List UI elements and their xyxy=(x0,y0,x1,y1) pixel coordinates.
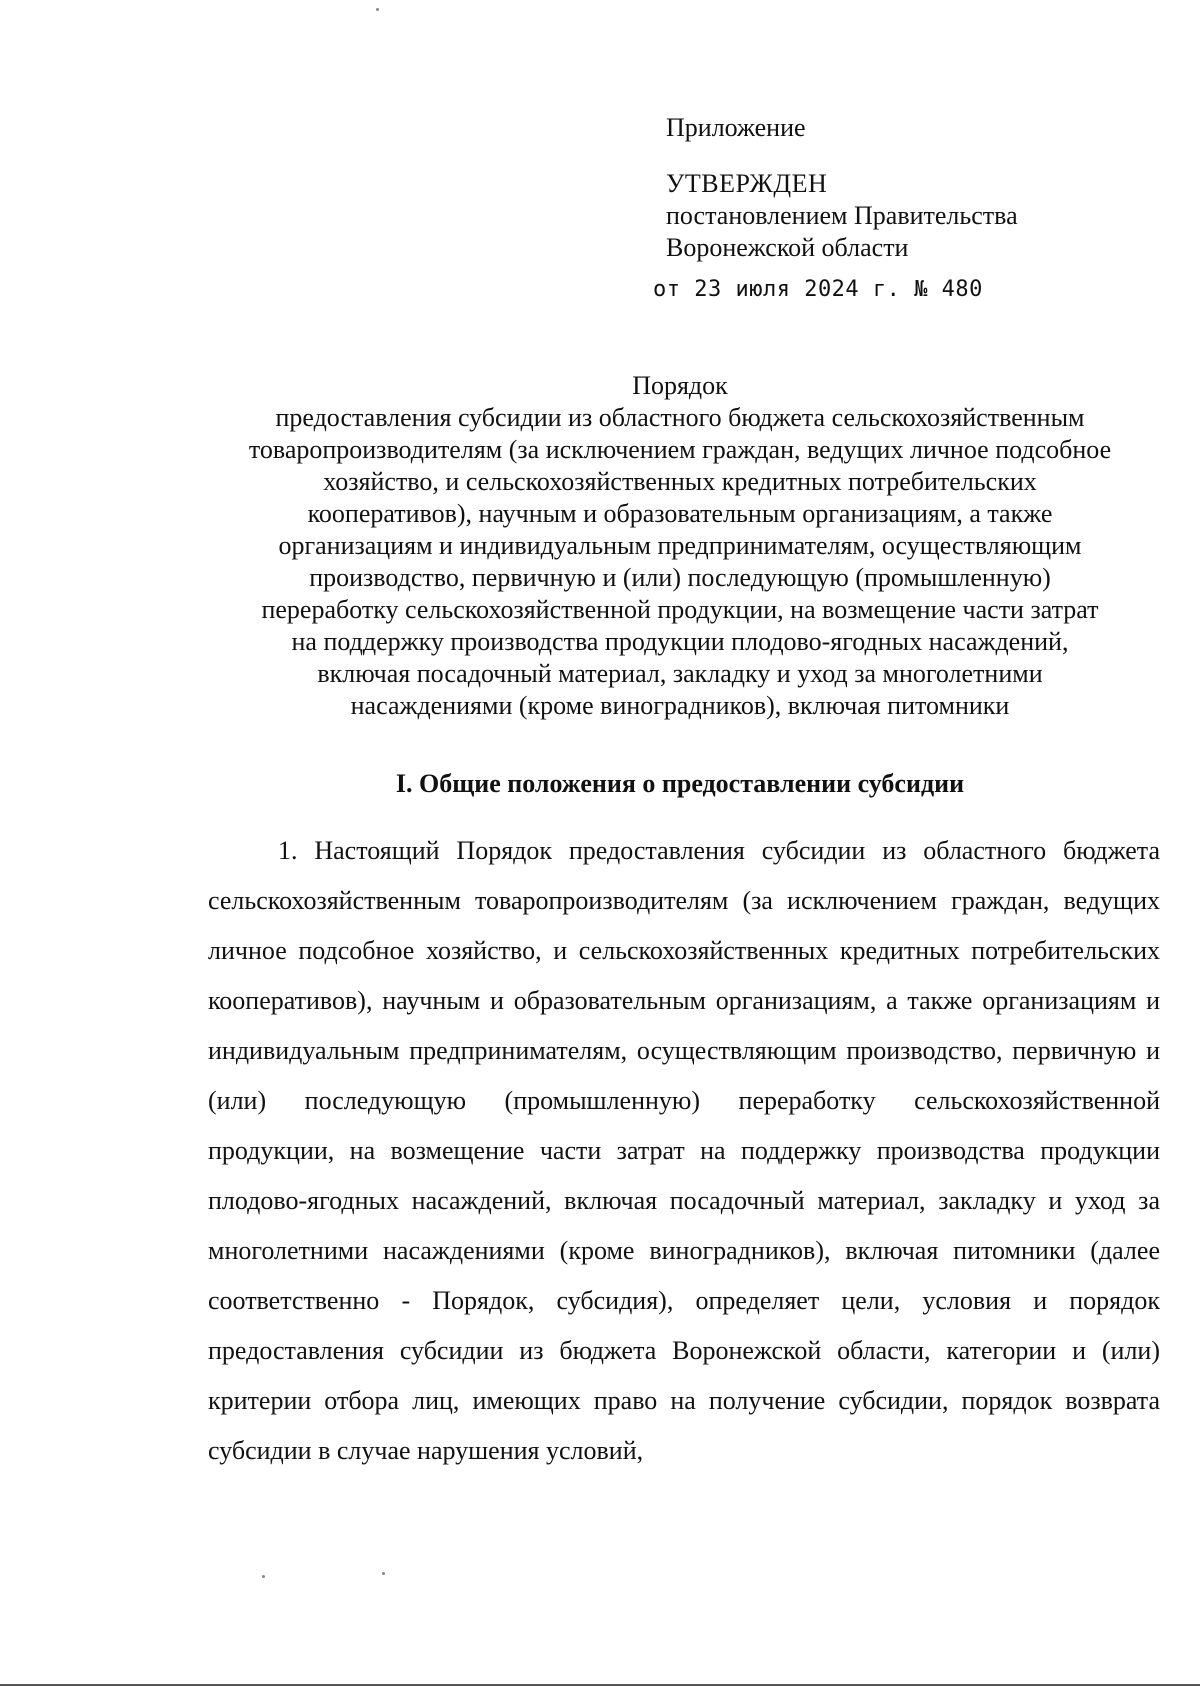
approval-line-1: постановлением Правительства xyxy=(666,201,1018,230)
scan-speck xyxy=(382,1572,385,1575)
page-bottom-edge xyxy=(0,1684,1200,1686)
approval-block xyxy=(653,112,1018,306)
body-paragraph: 1. Настоящий Порядок предоставления субсидии из областного бюджета сельскохозяйственным товаропроизводителям (за исключением граждан, ведущих личное подсобное хозяйство, и сельскохозяйственных кредитных потребительских кооперативов), научным и образовательным организациям, а также организациям и индивидуальным предпринимателям, осуществляющим производство, первичную и (или) последующую (промышленную) переработку сельскохозяйственной продукции, на возмещение части затрат на поддержку производства продукции плодово-ягодных насаждений, включая посадочный материал, закладку и уход за многолетними насаждениями (кроме виноградников), включая питомники (далее соответственно - Порядок, субсидия), определяет цели, условия и порядок предоставления субсидии из бюджета Воронежской области, категории и (или) критерии отбора лиц, имеющих право на получение субсидии, порядок возврата субсидии в случае нарушения условий, xyxy=(208,836,1160,1465)
title-line: товаропроизводителям (за исключением граждан, ведущих личное подсобное xyxy=(248,435,1112,464)
title-line: на поддержку производства продукции плодово-ягодных насаждений, xyxy=(291,627,1069,656)
approval-date: от 23 июля 2024 г. № 480 xyxy=(653,277,983,302)
title-line: организациям и индивидуальным предпринимателям, осуществляющим xyxy=(278,531,1082,560)
title-line: производство, первичную и (или) последующую (промышленную) xyxy=(309,563,1051,592)
title-line: кооперативов), научным и образовательным организациям, а также xyxy=(307,499,1053,528)
approved-label: УТВЕРЖДЕН xyxy=(666,169,828,198)
scan-speck xyxy=(376,8,379,11)
title-line: насаждениями (кроме виноградников), включая питомники xyxy=(350,691,1010,720)
title-line: хозяйство, и сельскохозяйственных кредитных потребительских xyxy=(323,467,1037,496)
scan-speck xyxy=(262,1575,265,1578)
title-line: включая посадочный материал, закладку и уход за многолетними xyxy=(317,659,1043,688)
section-heading: I. Общие положения о предоставлении субсидии xyxy=(395,769,965,798)
approval-line-2: Воронежской области xyxy=(666,233,909,262)
title-line: переработку сельскохозяйственной продукции, на возмещение части затрат xyxy=(261,595,1099,624)
title-line: предоставления субсидии из областного бюджета сельскохозяйственным xyxy=(275,403,1085,432)
appendix-label: Приложение xyxy=(666,113,806,142)
document-title: Порядок xyxy=(632,371,728,400)
document-title-block xyxy=(190,370,1170,722)
